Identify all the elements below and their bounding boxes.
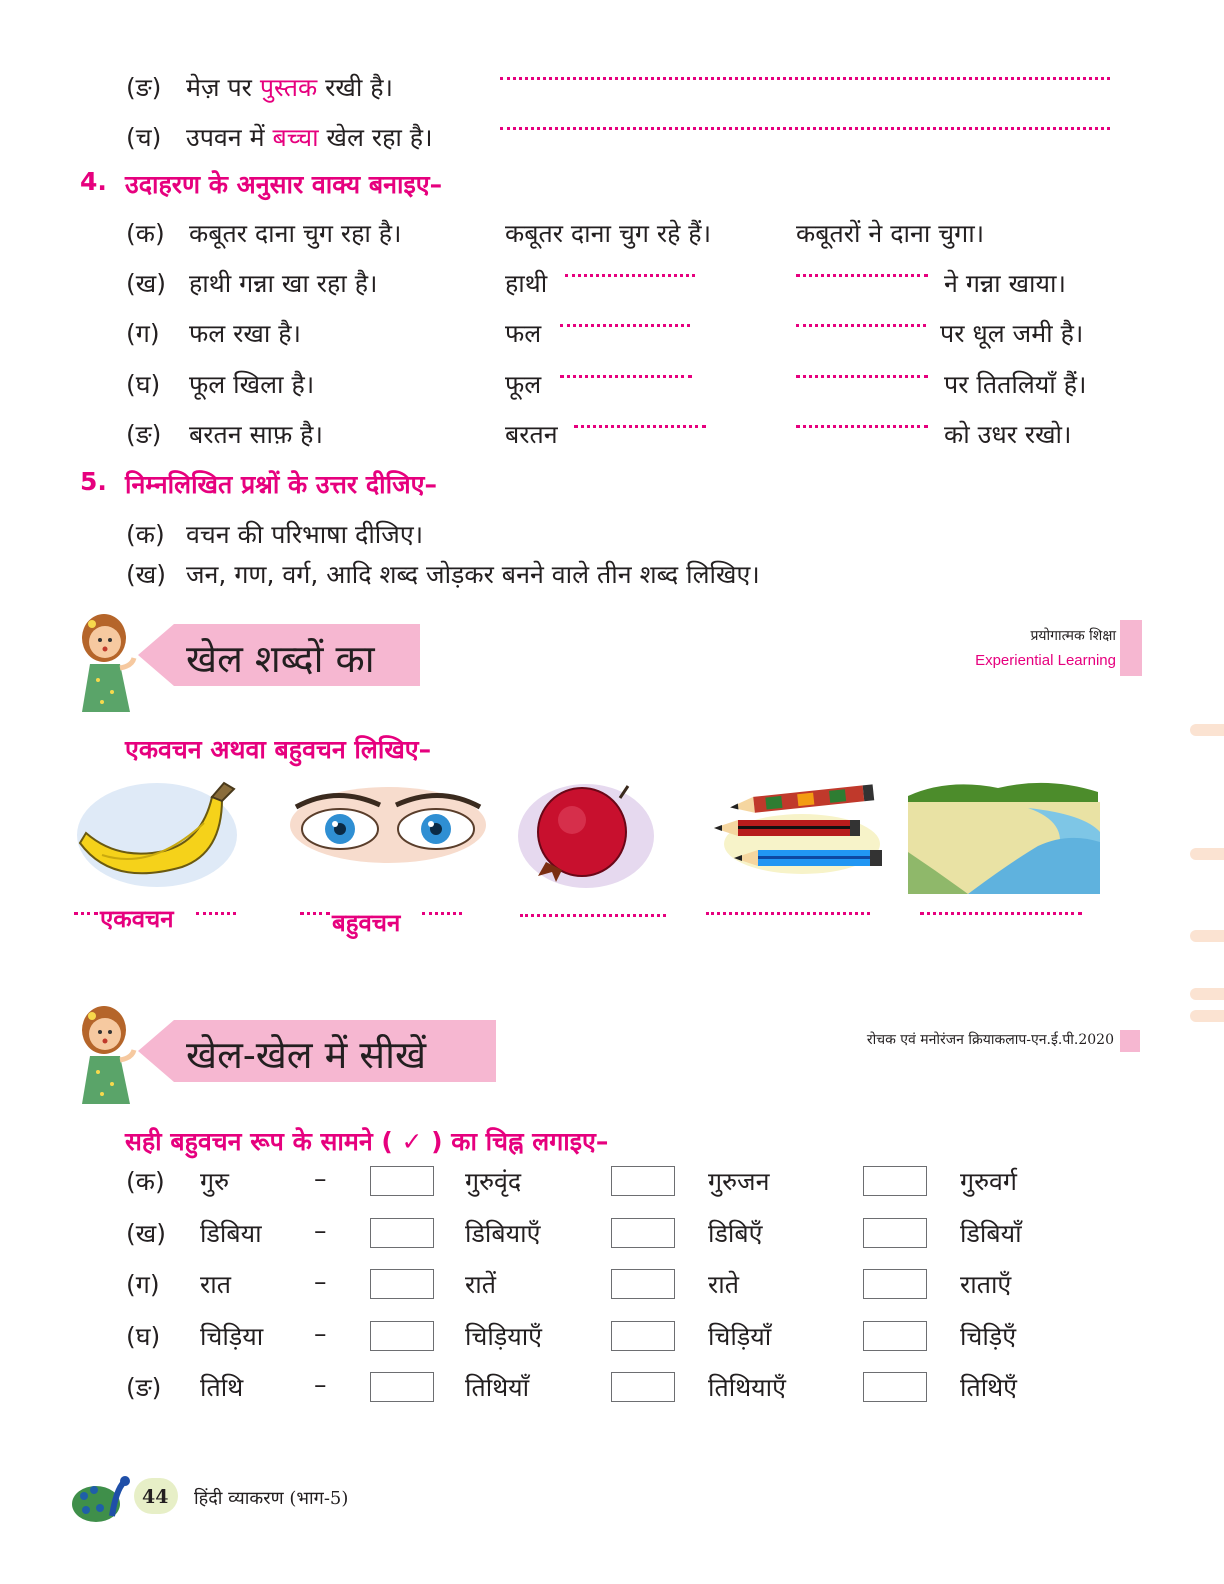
singular-word: डिबिया — [200, 1219, 262, 1248]
option-label: चिड़ियाएँ — [465, 1322, 543, 1351]
edge-decoration — [1190, 1010, 1224, 1022]
option-label: राताएँ — [960, 1270, 1012, 1299]
plural-start: हाथी — [505, 269, 548, 298]
example-sentence: कबूतर दाना चुग रहा है। — [189, 219, 402, 248]
singular-word: रात — [200, 1270, 231, 1299]
banner-title: खेल शब्दों का — [186, 637, 375, 681]
answer-slot-5[interactable] — [920, 912, 1082, 915]
option-checkbox[interactable] — [863, 1321, 927, 1351]
answer-line[interactable] — [796, 375, 928, 378]
answer-slot-3[interactable] — [520, 914, 666, 917]
edge-decoration — [1190, 930, 1224, 942]
option-label: तिथिएँ — [960, 1373, 1018, 1402]
edge-decoration — [1190, 848, 1224, 860]
option-label: गुरुवर्ग — [960, 1167, 1018, 1196]
option-label: गुरुजन — [708, 1167, 770, 1196]
dash: – — [314, 1216, 327, 1245]
tag-bar — [1120, 620, 1142, 676]
river-picture — [908, 772, 1100, 894]
option-label: डिबियाएँ — [465, 1219, 541, 1248]
option-checkbox[interactable] — [611, 1372, 675, 1402]
given-sentence: फूल खिला है। — [189, 370, 315, 399]
edge-decoration — [1190, 988, 1224, 1000]
activity-instruction: सही बहुवचन रूप के सामने ( ✓ ) का चिह्न लगाइए– — [125, 1127, 609, 1156]
pomegranate-picture — [516, 778, 656, 890]
option-label: चिड़िएँ — [960, 1322, 1017, 1351]
item-marker: (क) — [126, 1167, 165, 1196]
eyes-picture — [288, 785, 488, 865]
question-text: वचन की परिभाषा दीजिए। — [186, 520, 424, 549]
option-checkbox[interactable] — [370, 1218, 434, 1248]
banana-picture — [72, 775, 242, 895]
edge-decoration — [1190, 724, 1224, 736]
item-marker: (घ) — [126, 370, 161, 399]
answer-line[interactable] — [565, 274, 695, 277]
answer-line[interactable] — [796, 425, 928, 428]
past-sentence: कबूतरों ने दाना चुगा। — [796, 219, 985, 248]
given-sentence: फल रखा है। — [189, 319, 302, 348]
tag-text: रोचक एवं मनोरंजन क्रियाकलाप-एन.ई.पी.2020 — [866, 1032, 1114, 1048]
girl-mascot-icon — [72, 608, 140, 718]
option-checkbox[interactable] — [370, 1321, 434, 1351]
answer-line — [300, 912, 330, 915]
answer-line[interactable] — [560, 324, 690, 327]
item-marker: (ग) — [126, 1270, 160, 1299]
option-checkbox[interactable] — [863, 1218, 927, 1248]
dash: – — [314, 1370, 327, 1399]
singular-word: गुरु — [200, 1167, 230, 1196]
item-marker: (घ) — [126, 1322, 161, 1351]
answer-line[interactable] — [500, 77, 1110, 80]
question-number: 5. — [80, 467, 107, 496]
option-checkbox[interactable] — [370, 1372, 434, 1402]
sentence-end: पर तितलियाँ हैं। — [944, 370, 1087, 399]
item-marker: (ङ) — [126, 73, 162, 102]
answer-line[interactable] — [574, 425, 706, 428]
item-marker: (क) — [126, 219, 165, 248]
dash: – — [314, 1267, 327, 1296]
option-checkbox[interactable] — [863, 1166, 927, 1196]
option-checkbox[interactable] — [611, 1218, 675, 1248]
answer-line — [74, 912, 98, 915]
page-number: 44 — [142, 1486, 169, 1508]
answer-line — [196, 912, 236, 915]
sentence-end: ने गन्ना खाया। — [944, 269, 1066, 298]
dash: – — [314, 1164, 327, 1193]
question-title: उदाहरण के अनुसार वाक्य बनाइए– — [125, 170, 443, 199]
highlighted-word: पुस्तक — [259, 73, 318, 102]
sentence-end: पर धूल जमी है। — [940, 319, 1084, 348]
given-sentence: बरतन साफ़ है। — [189, 420, 323, 449]
tag-bar — [1120, 1030, 1140, 1052]
item-marker: (ख) — [126, 1219, 166, 1248]
option-checkbox[interactable] — [611, 1269, 675, 1299]
sentence: उपवन में बच्चा खेल रहा है। — [186, 123, 433, 152]
answer-line[interactable] — [560, 375, 692, 378]
option-checkbox[interactable] — [863, 1372, 927, 1402]
plural-sentence: कबूतर दाना चुग रहे हैं। — [505, 219, 712, 248]
option-label: गुरुवृंद — [465, 1167, 522, 1196]
option-checkbox[interactable] — [611, 1321, 675, 1351]
question-number: 4. — [80, 167, 107, 196]
option-label: तिथियाएँ — [708, 1373, 786, 1402]
item-marker: (ङ) — [126, 1373, 162, 1402]
answer-line — [422, 912, 462, 915]
girl-mascot-icon — [72, 1000, 140, 1110]
highlighted-word: बच्चा — [272, 123, 319, 152]
option-checkbox[interactable] — [863, 1269, 927, 1299]
plural-start: बरतन — [505, 420, 558, 449]
answer-slot-4[interactable] — [706, 912, 870, 915]
option-label: डिबियाँ — [960, 1219, 1022, 1248]
item-marker: (ख) — [126, 269, 166, 298]
book-title: हिंदी व्याकरण (भाग-5) — [194, 1488, 349, 1509]
tag-english: Experiential Learning — [975, 652, 1116, 669]
answer-line[interactable] — [796, 274, 928, 277]
item-marker: (क) — [126, 520, 165, 549]
item-marker: (ङ) — [126, 420, 162, 449]
singular-word: तिथि — [200, 1373, 244, 1402]
plural-start: फूल — [505, 370, 542, 399]
option-label: डिबिएँ — [708, 1219, 763, 1248]
option-label: चिड़ियाँ — [708, 1322, 772, 1351]
answer-text: बहुवचन — [332, 909, 401, 937]
tag-hindi: प्रयोगात्मक शिक्षा — [1030, 628, 1116, 644]
item-marker: (ग) — [126, 319, 160, 348]
plural-start: फल — [505, 319, 542, 348]
item-marker: (च) — [126, 123, 162, 152]
question-title: निम्नलिखित प्रश्नों के उत्तर दीजिए– — [125, 470, 437, 499]
answer-line[interactable] — [796, 324, 926, 327]
option-checkbox[interactable] — [611, 1166, 675, 1196]
pencils-picture — [710, 782, 890, 878]
peacock-icon — [72, 1470, 136, 1526]
banner-title: खेल-खेल में सीखें — [186, 1033, 427, 1077]
sentence: मेज़ पर पुस्तक रखी है। — [186, 73, 394, 102]
option-checkbox[interactable] — [370, 1269, 434, 1299]
answer-text: एकवचन — [100, 905, 174, 933]
sentence-end: को उधर रखो। — [944, 420, 1072, 449]
singular-word: चिड़िया — [200, 1322, 264, 1351]
activity-instruction: एकवचन अथवा बहुवचन लिखिए– — [125, 735, 432, 764]
option-label: रातें — [465, 1270, 496, 1299]
option-label: तिथियाँ — [465, 1373, 530, 1402]
dash: – — [314, 1319, 327, 1348]
question-text: जन, गण, वर्ग, आदि शब्द जोड़कर बनने वाले तीन शब्द लिखिए। — [186, 560, 760, 589]
option-checkbox[interactable] — [370, 1166, 434, 1196]
item-marker: (ख) — [126, 560, 166, 589]
given-sentence: हाथी गन्ना खा रहा है। — [189, 269, 378, 298]
answer-line[interactable] — [500, 127, 1110, 130]
option-label: राते — [708, 1270, 739, 1299]
